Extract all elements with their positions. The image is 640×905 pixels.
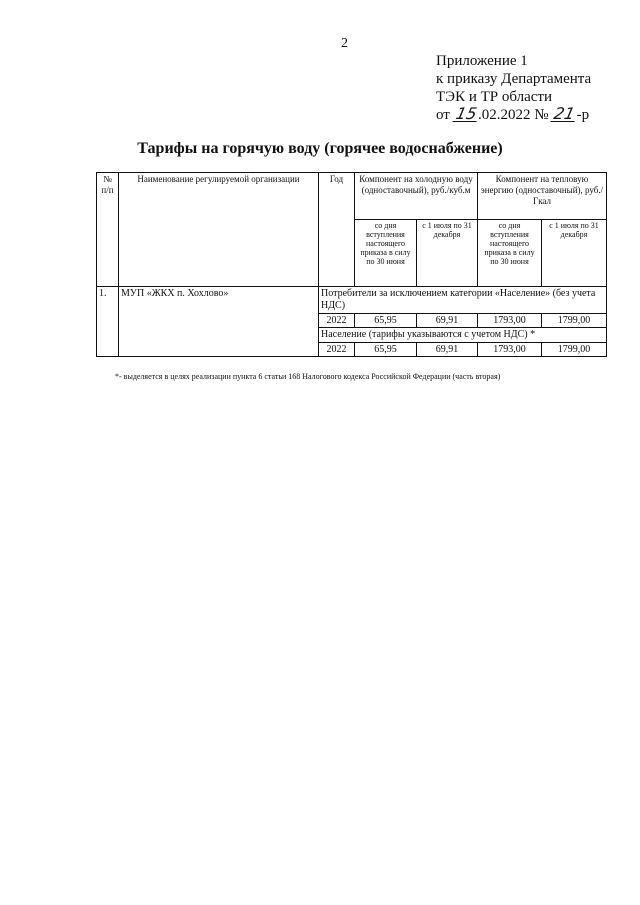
footnote: *- выделяется в целях реализации пункта 6 статьи 168 Налогового кодекса Российской Федерации (часть вторая) xyxy=(115,372,501,381)
table-row-category1 xyxy=(97,287,607,314)
values1-heat-h1: 1793,00 xyxy=(478,314,542,328)
appendix-line3: ТЭК и ТР области xyxy=(436,89,552,105)
order-suffix: -р xyxy=(576,107,590,123)
subheader-heat-h1: со дня вступления настоящего приказа в силу по 30 июня xyxy=(478,220,542,287)
header-num: № п/п xyxy=(97,173,119,287)
appendix-date-line xyxy=(436,106,591,124)
appendix-line1: Приложение 1 xyxy=(436,53,528,69)
values2-heat-h2: 1799,00 xyxy=(542,343,607,357)
values2-cold-h1: 65,95 xyxy=(355,343,417,357)
values1-heat-h2: 1799,00 xyxy=(542,314,607,328)
values2-cold-h2: 69,91 xyxy=(417,343,478,357)
values2-year: 2022 xyxy=(319,343,355,357)
date-day-handwritten: 15 xyxy=(453,104,479,123)
header-org: Наименование регулируемой организации xyxy=(119,173,319,287)
header-cold-component: Компонент на холодную воду (одноставочный), руб./куб.м xyxy=(355,173,478,220)
values1-cold-h2: 69,91 xyxy=(417,314,478,328)
table-header-row xyxy=(97,173,607,220)
row-category1: Потребители за исключением категории «Население» (без учета НДС) xyxy=(319,287,607,314)
values1-cold-h1: 65,95 xyxy=(355,314,417,328)
row-org: МУП «ЖКХ п. Хохлово» xyxy=(119,287,319,357)
subheader-cold-h2: с 1 июля по 31 декабря xyxy=(417,220,478,287)
date-rest: .02.2022 № xyxy=(477,107,549,123)
appendix-line2: к приказу Департамента xyxy=(436,71,592,87)
page-number: 2 xyxy=(341,36,348,51)
header-year: Год xyxy=(319,173,355,287)
subheader-heat-h2: с 1 июля по 31 декабря xyxy=(542,220,607,287)
subheader-cold-h1: со дня вступления настоящего приказа в силу по 30 июня xyxy=(355,220,417,287)
values1-year: 2022 xyxy=(319,314,355,328)
values2-heat-h1: 1793,00 xyxy=(478,343,542,357)
document-title: Тарифы на горячую воду (горячее водоснабжение) xyxy=(137,140,503,157)
order-number-handwritten: 21 xyxy=(552,104,577,123)
date-prefix: от xyxy=(436,107,450,123)
appendix-block xyxy=(436,52,591,124)
header-heat-component: Компонент на тепловую энергию (одноставочный), руб./Гкал xyxy=(478,173,607,220)
row-num: 1. xyxy=(97,287,119,357)
row-category2: Население (тарифы указываются с учетом НДС) * xyxy=(319,328,607,343)
tariffs-table xyxy=(96,172,607,357)
